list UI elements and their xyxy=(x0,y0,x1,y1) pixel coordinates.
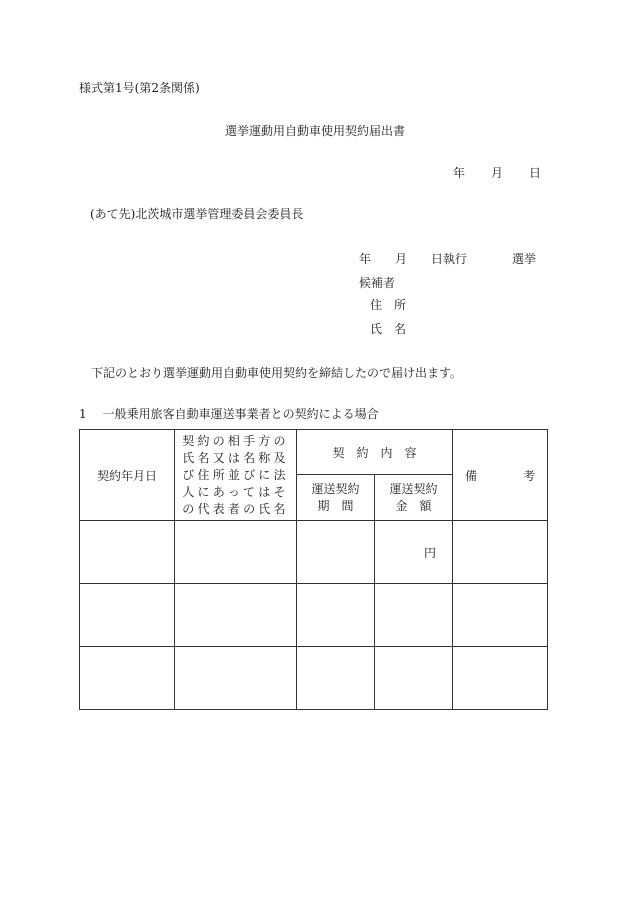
cell-party[interactable] xyxy=(175,647,297,710)
cell-amount[interactable]: 円 xyxy=(375,521,453,584)
election-month: 月 xyxy=(395,252,408,266)
form-number: 様式第1号(第2条関係) xyxy=(79,81,200,95)
cell-remarks[interactable] xyxy=(453,584,548,647)
section-title: 一般乗用旅客自動車運送事業者との契約による場合 xyxy=(102,407,379,421)
party-line: 契約の相手方の xyxy=(182,433,289,448)
body-text: 下記のとおり選挙運動用自動車使用契約を締結したので届け出ます。 xyxy=(91,366,463,380)
cell-party[interactable] xyxy=(175,584,297,647)
cell-remarks[interactable] xyxy=(453,521,548,584)
contract-table xyxy=(79,429,548,710)
election-day-exec: 日執行 xyxy=(431,252,468,266)
date-year: 年 xyxy=(453,166,466,180)
section-number: 1 xyxy=(79,407,87,421)
header-contract-amount xyxy=(375,475,453,521)
party-line: び住所並びに法 xyxy=(182,467,289,482)
date-day: 日 xyxy=(529,166,542,180)
table-row xyxy=(80,647,548,710)
header-contract-date: 契約年月日 xyxy=(80,430,175,521)
remarks-right: 考 xyxy=(522,468,535,483)
cell-party[interactable] xyxy=(175,521,297,584)
period-line: 運送契約 xyxy=(311,481,360,496)
table-row xyxy=(80,521,548,584)
party-line: 人にあってはそ xyxy=(182,484,289,499)
party-line: の代表者の氏名 xyxy=(182,501,289,516)
cell-amount[interactable] xyxy=(375,584,453,647)
remarks-left: 備 xyxy=(465,468,478,483)
table-row xyxy=(80,584,548,647)
election-line xyxy=(359,252,536,266)
cell-remarks[interactable] xyxy=(453,647,548,710)
candidate-label: 候補者 xyxy=(359,276,396,290)
addressee: (あて先)北茨城市選挙管理委員会委員長 xyxy=(90,207,304,221)
section-heading xyxy=(79,407,379,421)
amount-line: 運送契約 xyxy=(389,481,438,496)
cell-contract-date[interactable] xyxy=(80,521,175,584)
header-remarks xyxy=(453,430,548,521)
document-title: 選挙運動用自動車使用契約届出書 xyxy=(224,124,405,138)
party-line: 氏名又は名称及 xyxy=(182,450,289,465)
cell-period[interactable] xyxy=(297,584,375,647)
header-contract-period xyxy=(297,475,375,521)
period-line: 期 間 xyxy=(317,498,354,513)
election-label: 選挙 xyxy=(512,252,537,266)
submission-date xyxy=(453,166,541,180)
cell-period[interactable] xyxy=(297,647,375,710)
header-contract-party xyxy=(175,430,297,521)
cell-amount[interactable] xyxy=(375,647,453,710)
cell-contract-date[interactable] xyxy=(80,647,175,710)
table-header-row-1 xyxy=(80,430,548,475)
name-label: 氏 名 xyxy=(370,322,407,336)
date-month: 月 xyxy=(491,166,504,180)
address-label: 住 所 xyxy=(370,298,407,312)
election-year: 年 xyxy=(359,252,372,266)
cell-contract-date[interactable] xyxy=(80,584,175,647)
header-contract-contents: 契 約 内 容 xyxy=(297,430,453,475)
amount-line: 金 額 xyxy=(395,498,432,513)
cell-period[interactable] xyxy=(297,521,375,584)
